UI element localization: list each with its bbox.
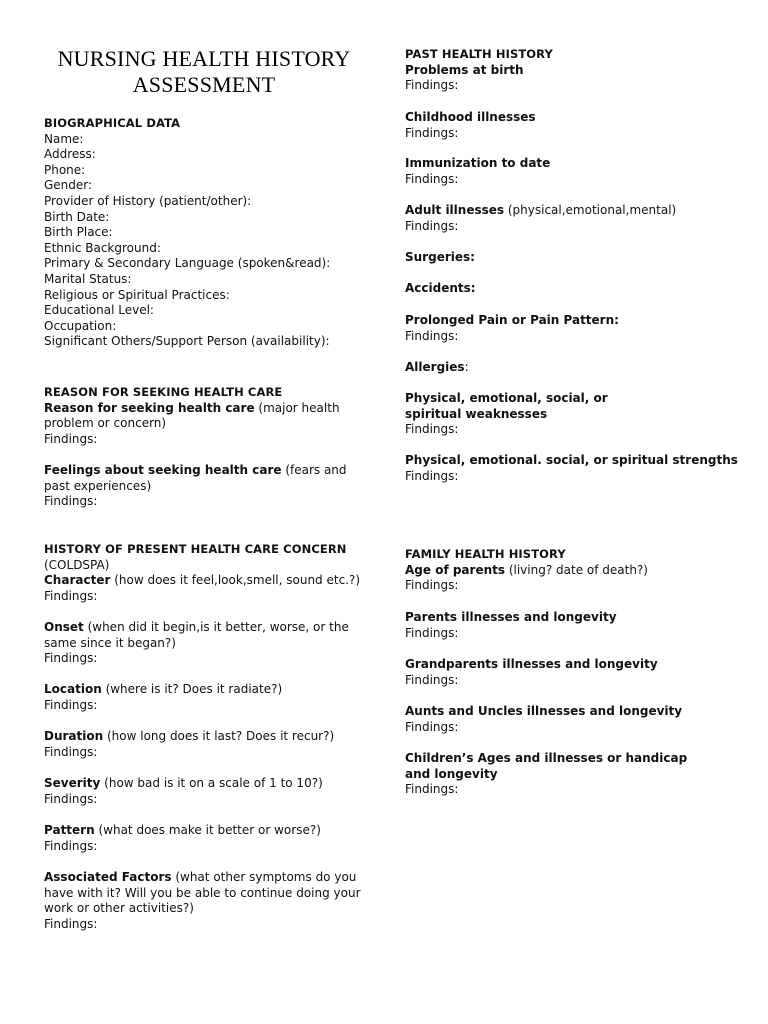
history-item: [405, 203, 735, 234]
history-item: [44, 729, 374, 760]
section-heading: BIOGRAPHICAL DATA: [44, 116, 181, 130]
item-label: Grandparents illnesses and longevity: [405, 657, 658, 671]
section-heading: HISTORY OF PRESENT HEALTH CARE CONCERN: [44, 542, 347, 556]
findings-label: Findings:: [405, 719, 459, 734]
bio-field: Gender:: [44, 178, 93, 193]
findings-label: Findings:: [44, 651, 98, 666]
findings-label: Findings:: [44, 494, 98, 509]
item-note: (how long does it last? Does it recur?): [103, 729, 335, 743]
present-section: [44, 542, 374, 604]
history-item: [405, 704, 735, 735]
findings-label: Findings:: [405, 468, 459, 483]
findings-label: Findings:: [44, 744, 98, 759]
history-item: [405, 453, 738, 484]
item-label: Severity: [44, 776, 101, 790]
findings-label: Findings:: [44, 697, 98, 712]
history-item: [405, 313, 735, 344]
item-label: Reason for seeking health care: [44, 400, 255, 415]
findings-label: Findings:: [44, 588, 98, 603]
history-item: [44, 823, 374, 854]
bio-field: Birth Place:: [44, 225, 113, 240]
item-label: Age of parents: [405, 562, 506, 577]
history-item: [44, 573, 374, 604]
bio-field: Educational Level:: [44, 303, 154, 318]
item-label: Associated Factors: [44, 870, 172, 884]
findings-label: Findings:: [405, 218, 459, 233]
bio-field: Marital Status:: [44, 271, 132, 286]
item-note: (what other symptoms do you have with it? Will you be able to continue doing your work or other activities?): [44, 870, 361, 916]
section-subheading: (COLDSPA): [44, 557, 110, 572]
findings-label: Findings:: [405, 625, 459, 640]
section-heading: REASON FOR SEEKING HEALTH CARE: [44, 385, 283, 399]
bio-field: Primary & Secondary Language (spoken&read):: [44, 256, 331, 271]
history-item: [44, 620, 374, 667]
item-label: Onset: [44, 620, 84, 634]
findings-label: Findings:: [44, 431, 98, 446]
findings-label: Findings:: [405, 672, 459, 687]
section-heading: PAST HEALTH HISTORY: [405, 47, 553, 61]
bio-field: Birth Date:: [44, 209, 110, 224]
history-item: [405, 657, 735, 688]
findings-label: Findings:: [405, 422, 459, 437]
item-label: Duration: [44, 729, 104, 743]
item-note: :: [464, 360, 469, 374]
item-label: Feelings about seeking health care: [44, 463, 282, 477]
history-item: [405, 281, 735, 297]
item-label: Character: [44, 573, 111, 588]
bio-field: Phone:: [44, 162, 86, 177]
bio-field: Provider of History (patient/other):: [44, 193, 252, 208]
item-label: Adult illnesses: [405, 203, 505, 217]
item-note: (fears and past experiences): [44, 463, 347, 493]
item-note: (how does it feel,look,smell, sound etc.?): [110, 573, 361, 588]
history-item: [44, 682, 374, 713]
history-item: [405, 110, 735, 141]
history-item: [405, 360, 735, 376]
history-item: [405, 610, 735, 641]
bio-field: Address:: [44, 147, 96, 162]
item-note: (where is it? Does it radiate?): [101, 682, 283, 696]
findings-label: Findings:: [405, 328, 459, 343]
item-label: Accidents:: [405, 281, 476, 295]
item-label: Parents illnesses and longevity: [405, 610, 617, 624]
item-label: Prolonged Pain or Pain Pattern:: [405, 313, 619, 327]
item-label: Pattern: [44, 823, 95, 837]
item-label: Aunts and Uncles illnesses and longevity: [405, 704, 683, 718]
history-item: [44, 401, 374, 448]
item-note: (living? date of death?): [505, 562, 648, 577]
biographical-section: [44, 116, 374, 350]
item-label: Physical, emotional, social, or spiritual weaknesses: [405, 391, 608, 421]
findings-label: Findings:: [405, 171, 459, 186]
item-label: Physical, emotional. social, or spiritual strengths: [405, 453, 738, 467]
bio-field: Occupation:: [44, 318, 117, 333]
item-note: (when did it begin,is it better, worse, or the same since it began?): [44, 620, 349, 650]
history-item: [405, 751, 735, 798]
item-label: Allergies: [405, 360, 465, 374]
title-line: ASSESSMENT: [132, 72, 276, 97]
findings-label: Findings:: [405, 782, 459, 797]
findings-label: Findings:: [44, 791, 98, 806]
history-item: [405, 156, 735, 187]
family-section: [405, 547, 735, 594]
item-label: Location: [44, 682, 102, 696]
history-item: [44, 463, 374, 510]
item-note: (physical,emotional,mental): [504, 203, 677, 217]
item-label: Problems at birth: [405, 62, 524, 77]
findings-label: Findings:: [44, 916, 98, 931]
bio-field: Name:: [44, 131, 84, 146]
item-label: Surgeries:: [405, 250, 475, 264]
item-label: Immunization to date: [405, 156, 551, 170]
findings-label: Findings:: [405, 78, 459, 93]
item-label: Children’s Ages and illnesses or handicap and longevity: [405, 751, 688, 781]
history-item: [44, 776, 374, 807]
bio-field: Religious or Spiritual Practices:: [44, 287, 230, 302]
findings-label: Findings:: [405, 578, 459, 593]
bio-field: Significant Others/Support Person (availability):: [44, 334, 330, 349]
item-note: (what does make it better or worse?): [94, 823, 321, 837]
page-title: [44, 46, 364, 98]
item-note: (how bad is it on a scale of 1 to 10?): [100, 776, 323, 790]
reason-section: [44, 385, 374, 447]
history-item: [44, 870, 374, 932]
section-heading: FAMILY HEALTH HISTORY: [405, 547, 566, 561]
title-line: NURSING HEALTH HISTORY: [57, 46, 351, 71]
item-note: (major health problem or concern): [44, 400, 340, 431]
history-item: [405, 250, 735, 266]
item-label: Childhood illnesses: [405, 110, 536, 124]
findings-label: Findings:: [44, 838, 98, 853]
findings-label: Findings:: [405, 125, 459, 140]
past-section: [405, 47, 735, 94]
history-item: [405, 391, 735, 438]
bio-field: Ethnic Background:: [44, 240, 161, 255]
